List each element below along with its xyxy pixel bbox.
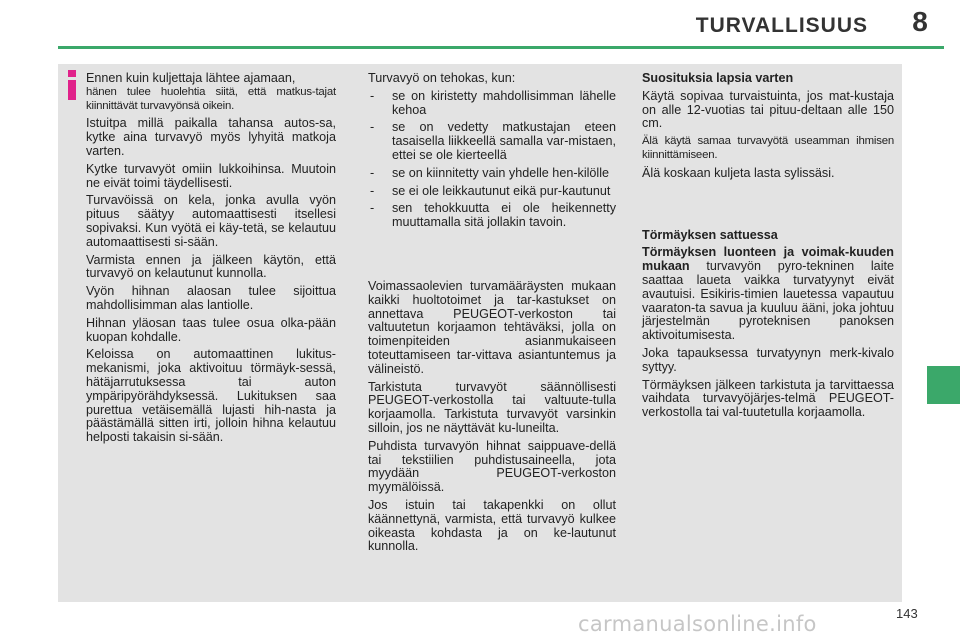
chapter-title: TURVALLISUUS: [695, 14, 868, 37]
list-intro: Turvavyö on tehokas, kun:: [368, 71, 516, 85]
list-item: - se on kiinnitetty vain yhdelle hen-kilölle: [368, 167, 616, 181]
paragraph: Turvavöissä on kela, jonka avulla vyön pituus säätyy automaattisesti itsellesi sopivaksi. Kun vyötä ei käy-tetä, se kelautuu automaattisesti si-sään.: [86, 193, 336, 249]
paragraph: Tarkistuta turvavyöt säännöllisesti PEUGEOT-verkostolla tai valtuute-tulla korjaamolla. Tarkistuta turvavyöt varsinkin silloin, jos ne näyttävät ku-luneilta.: [368, 379, 616, 435]
list-item: - sen tehokkuutta ei ole heikennetty muuttamalla sitä jollakin tavoin.: [368, 202, 616, 230]
column-children-collision: [642, 72, 894, 424]
paragraph: Jos istuin tai takapenkki on ollut käännettynä, varmista, että turvavyö kulkee oikeasta kohdasta ja on ke-lautunut kunnolla.: [368, 497, 616, 554]
chapter-tab: [927, 366, 960, 404]
paragraph: Varmista ennen ja jälkeen käytön, että turvavyö on kelautunut kunnolla.: [86, 252, 336, 281]
column-info: [86, 72, 336, 449]
paragraph: Törmäyksen jälkeen tarkistuta ja tarvittaessa vaihdata turvavyöjärjes-telmä PEUGEOT-verkostolla tai val-tuutetulla korjaamolla.: [642, 377, 894, 420]
list-item: - se on vedetty matkustajan eteen tasaisella liikkeellä samalla var-mistaen, ettei se ole kierteellä: [368, 121, 616, 162]
paragraph: Puhdista turvavyön hihnat saippuave-dellä tai tekstiilien puhdistusaineella, jota myydään PEUGEOT-verkoston myymälöissä.: [368, 438, 616, 495]
emphasis: Törmäyksen luonteen ja voimak-kuuden mukaan: [642, 245, 894, 274]
column-effectiveness: [368, 72, 616, 558]
condition-list: [368, 90, 616, 230]
watermark: carmanualsonline.info: [578, 612, 817, 636]
paragraph: Keloissa on automaattinen lukitus-mekanismi, joka aktivoituu törmäyk-sessä, hätäjarrutuksessa tai auton ympäripyörähdyksessä. Lukituksen saa purettua vetäisemällä lujasti hih-nasta ja päästämällä sitten irti, jolloin hihna kelautuu helposti takaisin si-sään.: [86, 347, 336, 445]
paragraph: Älä koskaan kuljeta lasta sylissäsi.: [642, 165, 835, 180]
list-item: - se on kiristetty mahdollisimman lähelle kehoa: [368, 90, 616, 118]
paragraph: hänen tulee huolehtia siitä, että matkus-tajat kiinnittävät turvavyönsä oikein.: [86, 85, 336, 112]
header-divider: [58, 46, 944, 49]
chapter-number: 8: [912, 6, 928, 37]
paragraph: Käytä sopivaa turvaistuinta, jos mat-kustaja on alle 12-vuotias tai pituu-deltaan alle 150 cm.: [642, 88, 894, 131]
paragraph-rest: turvavyön pyro-tekninen laite saattaa laueta vaikka turvatyynyt eivät avautuisi. Esikiris-timien lauetessa vapautuu vaaraton-ta savua ja kuuluu ääni, joka johtuu järjestelmän pyroteknisen panoksen aktivoitumisesta.: [642, 259, 894, 343]
list-item: - se ei ole leikkautunut eikä pur-kautunut: [368, 185, 616, 199]
info-icon: [64, 70, 80, 100]
section-heading-children: Suosituksia lapsia varten: [642, 71, 794, 85]
paragraph: Voimassaolevien turvamääräysten mukaan kaikki huoltotoimet ja tar-kastukset on annettava PEUGEOT-verkoston tai valtuutetun korjaamon tehtäväksi, jolla on toimenpiteiden asianmukaiseen toteuttamiseen tar-vittava asiantuntemus ja välineistö.: [368, 278, 616, 376]
section-heading-collision: Törmäyksen sattuessa: [642, 227, 778, 242]
spacer: [368, 234, 616, 280]
paragraph: Vyön hihnan alaosan tulee sijoittua mahdollisimman alas lantiolle.: [86, 284, 336, 312]
paragraph: Kytke turvavyöt omiin lukkoihinsa. Muutoin ne eivät toimi täydellisesti.: [86, 161, 336, 190]
paragraph: Hihnan yläosan taas tulee osua olka-pään kuopan kohdalle.: [86, 315, 336, 344]
paragraph: [642, 246, 894, 343]
paragraph: Ennen kuin kuljettaja lähtee ajamaan,: [86, 71, 296, 85]
spacer: [642, 185, 894, 229]
page-number: 143: [896, 606, 918, 621]
paragraph: Älä käytä samaa turvavyötä useamman ihmisen kiinnittämiseen.: [642, 135, 894, 161]
paragraph: Istuitpa millä paikalla tahansa autos-sa, kytke aina turvavyö myös lyhyitä matkoja varten.: [86, 116, 336, 158]
paragraph: Joka tapauksessa turvatyynyn merk-kivalo syttyy.: [642, 345, 894, 374]
